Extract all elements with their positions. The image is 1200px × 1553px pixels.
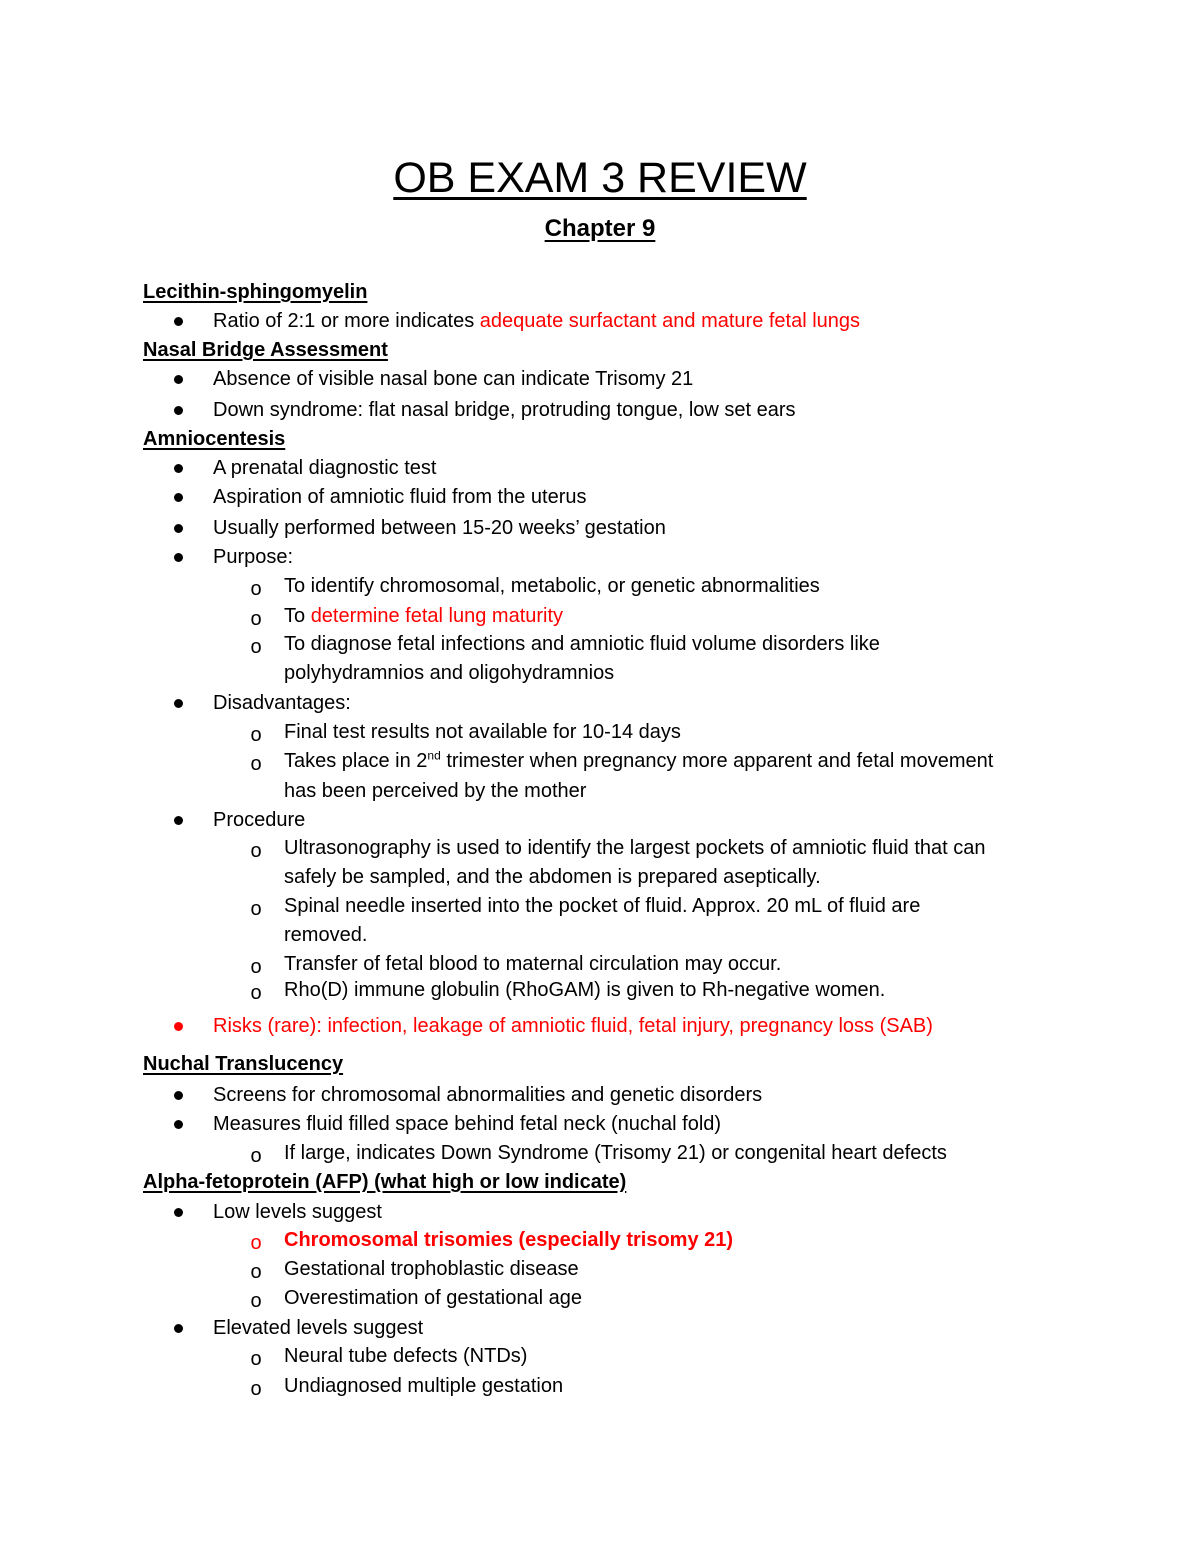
list-item: Screens for chromosomal abnormalities and genetic disorders (213, 1084, 763, 1106)
bullet-dot (174, 816, 183, 825)
document-title: OB EXAM 3 REVIEW (393, 154, 807, 202)
sub-bullet-marker: o (250, 1348, 262, 1370)
bullet-dot (174, 1324, 183, 1333)
section-heading-amniocentesis: Amniocentesis (143, 428, 286, 450)
list-item: Down syndrome: flat nasal bridge, protruding tongue, low set ears (213, 399, 796, 421)
item-text: trimester when pregnancy more apparent and fetal movement (440, 750, 994, 772)
bullet-dot (174, 317, 183, 326)
bullet-dot (174, 524, 183, 533)
sub-list-item: Final test results not available for 10-14 days (284, 721, 681, 743)
list-item-risks: Risks (rare): infection, leakage of amniotic fluid, fetal injury, pregnancy loss (SAB) (213, 1015, 933, 1037)
sub-bullet-marker: o (250, 956, 262, 978)
bullet-dot (174, 1022, 183, 1031)
sub-bullet-marker: o (250, 982, 262, 1004)
list-item: Aspiration of amniotic fluid from the uterus (213, 486, 587, 508)
sub-list-item-continuation: polyhydramnios and oligohydramnios (284, 662, 615, 684)
sub-bullet-marker: o (250, 1290, 262, 1312)
sub-bullet-marker: o (250, 1261, 262, 1283)
sub-bullet-marker: o (250, 578, 262, 600)
list-item: Procedure (213, 809, 306, 831)
list-item: Purpose: (213, 546, 294, 568)
bullet-dot (174, 1091, 183, 1100)
sub-list-item: Overestimation of gestational age (284, 1287, 582, 1309)
sub-list-item: Gestational trophoblastic disease (284, 1258, 579, 1280)
bullet-dot (174, 493, 183, 502)
sub-list-item: Rho(D) immune globulin (RhoGAM) is given to Rh-negative women. (284, 979, 886, 1001)
sub-list-item: Neural tube defects (NTDs) (284, 1345, 528, 1367)
sub-bullet-marker: o (250, 898, 262, 920)
sub-list-item: Ultrasonography is used to identify the largest pockets of amniotic fluid that can (284, 837, 986, 859)
list-item: Low levels suggest (213, 1201, 382, 1223)
sub-list-item: Transfer of fetal blood to maternal circulation may occur. (284, 953, 782, 975)
item-text: To (284, 605, 311, 627)
bullet-dot (174, 1208, 183, 1217)
bullet-dot (174, 464, 183, 473)
sub-bullet-marker: o (250, 724, 262, 746)
sub-bullet-marker: o (250, 608, 262, 630)
list-item: Elevated levels suggest (213, 1317, 424, 1339)
sub-list-item: Spinal needle inserted into the pocket of fluid. Approx. 20 mL of fluid are (284, 895, 921, 917)
chapter-heading: Chapter 9 (544, 215, 656, 242)
sub-bullet-marker: o (250, 636, 262, 658)
sub-list-item: Undiagnosed multiple gestation (284, 1375, 564, 1397)
section-heading-nasal-bridge: Nasal Bridge Assessment (143, 339, 388, 361)
item-text: Ratio of 2:1 or more indicates (213, 310, 480, 332)
bullet-dot (174, 406, 183, 415)
section-heading-lecithin: Lecithin-sphingomyelin (143, 281, 368, 303)
section-heading-afp: Alpha-fetoprotein (AFP) (what high or low indicate) (143, 1171, 627, 1193)
bullet-dot (174, 375, 183, 384)
sub-list-item: To identify chromosomal, metabolic, or genetic abnormalities (284, 575, 820, 597)
sub-bullet-marker: o (250, 1232, 262, 1254)
sub-list-item (284, 602, 563, 630)
list-item: Usually performed between 15-20 weeks’ gestation (213, 517, 666, 539)
sub-list-item: To diagnose fetal infections and amniotic fluid volume disorders like (284, 633, 880, 655)
list-item (213, 307, 860, 335)
sub-list-item (284, 747, 993, 775)
section-heading-nuchal: Nuchal Translucency (143, 1053, 344, 1075)
sub-list-item-continuation: removed. (284, 924, 368, 946)
highlighted-text: adequate surfactant and mature fetal lungs (479, 310, 861, 332)
item-text: Takes place in 2 (284, 750, 428, 772)
sub-bullet-marker: o (250, 840, 262, 862)
sub-bullet-marker: o (250, 1145, 262, 1167)
sub-list-item: If large, indicates Down Syndrome (Trisomy 21) or congenital heart defects (284, 1142, 947, 1164)
bullet-dot (174, 699, 183, 708)
sub-bullet-marker: o (250, 753, 262, 775)
list-item: Measures fluid filled space behind fetal neck (nuchal fold) (213, 1113, 722, 1135)
bullet-dot (174, 553, 183, 562)
bullet-dot (174, 1120, 183, 1129)
sub-list-item-continuation: safely be sampled, and the abdomen is prepared aseptically. (284, 866, 821, 888)
superscript: nd (427, 748, 441, 763)
list-item: Absence of visible nasal bone can indicate Trisomy 21 (213, 368, 694, 390)
sub-list-item-highlight: Chromosomal trisomies (especially trisomy 21) (284, 1229, 734, 1251)
sub-list-item-continuation: has been perceived by the mother (284, 780, 587, 802)
highlighted-text: determine fetal lung maturity (310, 605, 564, 627)
list-item: Disadvantages: (213, 692, 351, 714)
sub-bullet-marker: o (250, 1378, 262, 1400)
list-item: A prenatal diagnostic test (213, 457, 437, 479)
